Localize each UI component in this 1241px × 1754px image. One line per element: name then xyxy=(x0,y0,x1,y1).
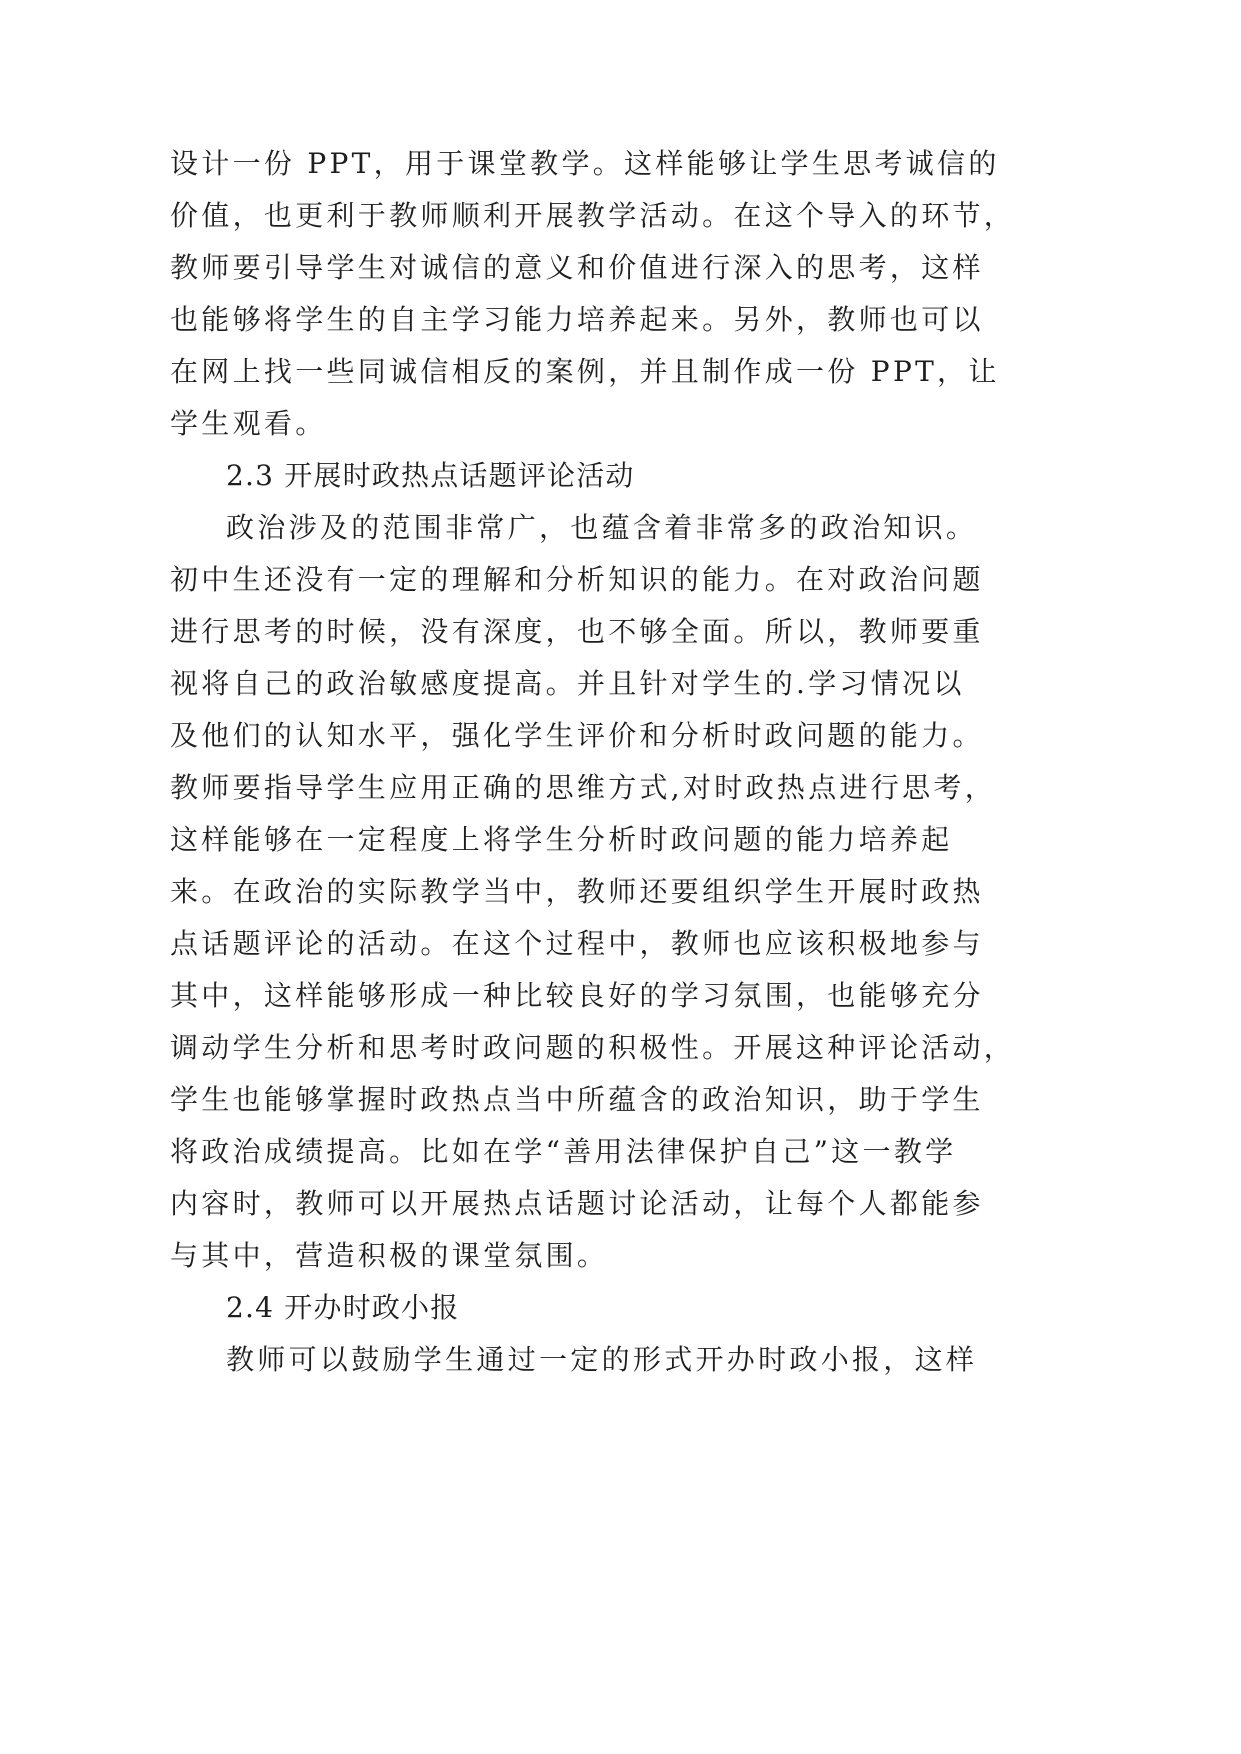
paragraph-line: 及他们的认知水平，强化学生评价和分析时政问题的能力。 xyxy=(170,719,984,752)
paragraph-line: 教师可以鼓励学生通过一定的形式开办时政小报，这样 xyxy=(226,1343,978,1376)
paragraph-line: 教师要引导学生对诚信的意义和价值进行深入的思考，这样 xyxy=(170,251,984,284)
paragraph-line: 在网上找一些同诚信相反的案例，并且制作成一份 PPT，让 xyxy=(170,355,1000,388)
paragraph-line: 调动学生分析和思考时政问题的积极性。开展这种评论活动， xyxy=(170,1031,1016,1064)
paragraph-line: 将政治成绩提高。比如在学“善用法律保护自己”这一教学 xyxy=(170,1135,957,1168)
paragraph-line: 点话题评论的活动。在这个过程中，教师也应该积极地参与 xyxy=(170,927,984,960)
paragraph-line: 这样能够在一定程度上将学生分析时政问题的能力培养起 xyxy=(170,823,953,856)
section-heading: 2.3 开展时政热点话题评论活动 xyxy=(226,459,635,492)
section-heading: 2.4 开办时政小报 xyxy=(226,1291,460,1324)
paragraph-line: 政治涉及的范围非常广，也蕴含着非常多的政治知识。 xyxy=(226,511,978,544)
paragraph-line: 价值，也更利于教师顺利开展教学活动。在这个导入的环节， xyxy=(170,199,1016,232)
paragraph-line: 其中，这样能够形成一种比较良好的学习氛围，也能够充分 xyxy=(170,979,984,1012)
paragraph-line: 视将自己的政治敏感度提高。并且针对学生的.学习情况以 xyxy=(170,667,965,700)
paragraph-line: 来。在政治的实际教学当中，教师还要组织学生开展时政热 xyxy=(170,875,984,908)
paragraph-line: 也能够将学生的自主学习能力培养起来。另外，教师也可以 xyxy=(170,303,984,336)
paragraph-line: 学生也能够掌握时政热点当中所蕴含的政治知识，助于学生 xyxy=(170,1083,984,1116)
paragraph-line: 设计一份 PPT，用于课堂教学。这样能够让学生思考诚信的 xyxy=(170,147,1000,180)
paragraph-line: 初中生还没有一定的理解和分析知识的能力。在对政治问题 xyxy=(170,563,984,596)
paragraph-line: 内容时，教师可以开展热点话题讨论活动，让每个人都能参 xyxy=(170,1187,984,1220)
paragraph-line: 进行思考的时候，没有深度，也不够全面。所以，教师要重 xyxy=(170,615,984,648)
paragraph-line: 学生观看。 xyxy=(170,407,327,440)
paragraph-line: 教师要指导学生应用正确的思维方式,对时政热点进行思考， xyxy=(170,771,997,804)
paragraph-line: 与其中，营造积极的课堂氛围。 xyxy=(170,1239,609,1272)
